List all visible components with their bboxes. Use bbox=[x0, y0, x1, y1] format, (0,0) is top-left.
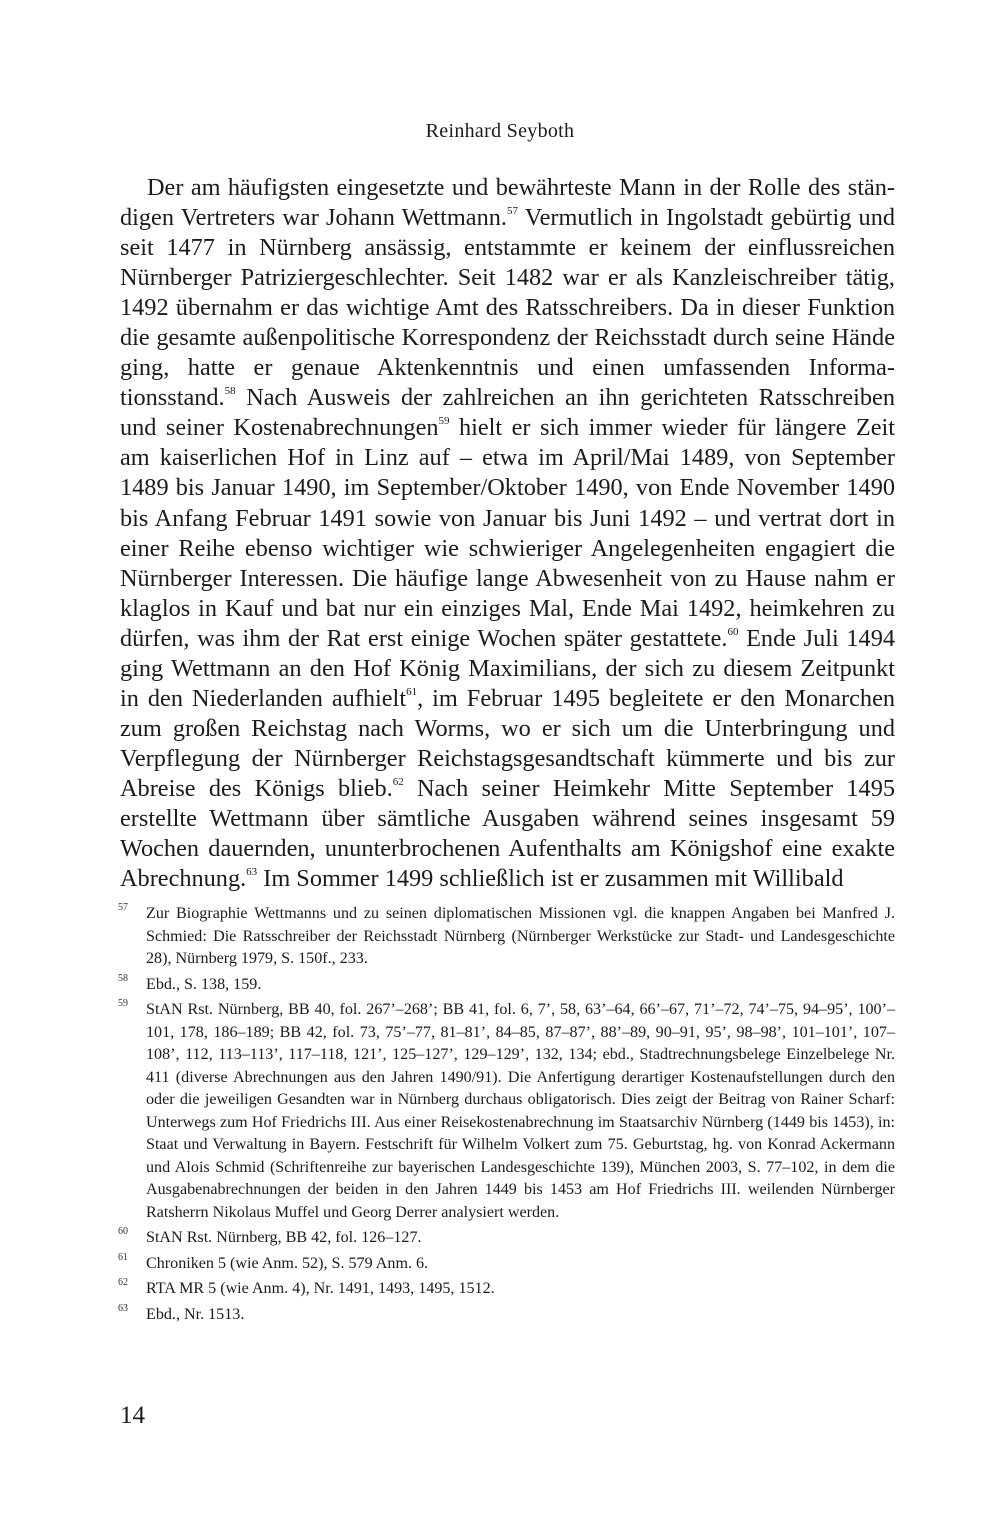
footnote-text: StAN Rst. Nürnberg, BB 40, fol. 267’–268’; BB 41, fol. 6, 7’, 58, 63’–64, 66’–67, 71’–72, 74’–75, 94–95’, 100’–101, 178, 186–189; BB 42, fol. 73, 75’–77, 81–81’, 84–85, 87–87’, 88’–89, 90–91, 95’, 98–98’, 101–101’, 107–108’, 112, 113–113’, 117–118, 121’, 125–127’, 129–129’, 132, 134; ebd., Stadtrechnungsbelege Einzelbelege Nr. 411 (diverse Abrechnungen aus den Jahren 1490/91). Die Anfertigung derartiger Kostenaufstellungen durch den oder die jeweiligen Gesandten war in Nürnberg durchaus obligatorisch. Dies zeigt der Beitrag von Rainer Scharf: Unterwegs zum Hof Friedrichs III. Aus einer Reisekostenabrechnung im Staatsarchiv Nürnberg (1449 bis 1453), in: Staat und Verwaltung in Bayern. Festschrift für Wilhelm Volkert zum 75. Geburtstag, hg. von Konrad Ackermann und Alois Schmid (Schriftenreihe zur bayerischen Landesgeschichte 139), München 2003, S. 77–102, in dem die Ausgabenabrechnungen der beiden in den Jahren 1449 bis 1453 am Hof Friedrichs III. weilenden Nürnberger Ratsherrn Nikolaus Muffel und Georg Derrer analysiert werden. bbox=[146, 1001, 895, 1221]
footnote bbox=[120, 903, 895, 971]
footnote-number: 63 bbox=[118, 1302, 128, 1314]
page-number: 14 bbox=[120, 1402, 145, 1429]
body-text-segment: Der am häufigsten eingesetzte und bewährteste Mann in der Rolle des ständigen Vertreters war Johann Wettmann. bbox=[120, 174, 895, 232]
body-text-segment: Vermutlich in Ingolstadt gebürtig und seit 1477 in Nürnberg ansässig, entstammte er keinem der einflussreichen Nürnberger Patriziergeschlechter. Seit 1482 war er als Kanzleischreiber tätig, 1492 übernahm er das wichtige Amt des Ratsschreibers. Da in dieser Funktion die gesamte außenpolitische Korrespondenz der Reichsstadt durch seine Hände ging, hatte er genaue Aktenkenntnis und einen umfassenden Informationsstand. bbox=[120, 204, 895, 412]
body-text-segment: Im Sommer 1499 schließlich ist er zusammen mit Willibald bbox=[257, 865, 844, 893]
footnote-text: Chroniken 5 (wie Anm. 52), S. 579 Anm. 6. bbox=[146, 1254, 429, 1272]
footnote-ref-59: 59 bbox=[438, 415, 450, 428]
footnote bbox=[120, 974, 895, 997]
footnote-text: Ebd., S. 138, 159. bbox=[146, 975, 262, 993]
body-text-segment: Ende Juli 1494 ging Wettmann an den Hof König Maximilians, der sich zu diesem Zeitpunkt in den Niederlanden aufhielt bbox=[120, 624, 895, 712]
footnote bbox=[120, 1304, 895, 1327]
running-head: Reinhard Seyboth bbox=[425, 120, 575, 142]
footnote-number: 57 bbox=[118, 902, 128, 913]
footnote-text: Zur Biographie Wettmanns und zu seinen diplomatischen Missionen vgl. die knappen Angaben bei Manfred J. Schmied: Die Ratsschreiber der Reichsstadt Nürnberg (Nürnberger Werkstücke zur Stadt- und Landesgeschichte 28), Nürnberg 1979, S. 150f., 233. bbox=[146, 905, 895, 967]
body-text-segment: , im Februar 1495 begleitete er den Monarchen zum großen Reichstag nach Worms, wo er sich um die Unterbringung und Verpflegung der Nürnberger Reichstagsgesandtschaft kümmerte und bis zur Abreise des Königs blieb. bbox=[120, 684, 896, 802]
footnote bbox=[120, 999, 895, 1224]
footnote-number: 59 bbox=[118, 998, 128, 1009]
footnote-text: Ebd., Nr. 1513. bbox=[146, 1305, 245, 1323]
body-text-segment: Nach Ausweis der zahlreichen an ihn gerichteten Ratsschreiben und seiner Kostenabrechnungen bbox=[120, 384, 895, 442]
footnote-ref-63: 63 bbox=[246, 866, 258, 879]
body-text-segment: hielt er sich immer wieder für längere Zeit am kaiserlichen Hof in Linz auf – etwa im April/Mai 1489, von September 1489 bis Januar 1490, im September/Oktober 1490, von Ende November 1490 bis Anfang Februar 1491 sowie von Januar bis Juni 1492 – und vertrat dort in einer Reihe ebenso wichtiger wie schwieriger Angelegenheiten engagiert die Nürnberger Interessen. Die häufige lange Abwesenheit von zu Hause nahm er klaglos in Kauf und bat nur ein einziges Mal, Ende Mai 1492, heimkehren zu dürfen, was ihm der Rat erst einige Wochen später gestattete. bbox=[120, 414, 895, 652]
body-paragraph bbox=[120, 173, 895, 894]
footnotes bbox=[120, 903, 895, 1329]
footnote-ref-57: 57 bbox=[506, 205, 518, 218]
footnote-number: 61 bbox=[118, 1251, 128, 1263]
body-text-segment: Nach seiner Heimkehr Mitte September 1495 erstellte Wettmann über sämtliche Ausgaben während seines insgesamt 59 Wochen dauernden, ununterbrochenen Aufenthalts am Königshof eine exakte Abrechnung. bbox=[120, 774, 895, 893]
footnote-ref-61: 61 bbox=[406, 685, 418, 698]
footnote-text: StAN Rst. Nürnberg, BB 42, fol. 126–127. bbox=[146, 1229, 422, 1246]
footnote-text: RTA MR 5 (wie Anm. 4), Nr. 1491, 1493, 1495, 1512. bbox=[146, 1280, 495, 1297]
footnote bbox=[120, 1227, 895, 1250]
footnote-number: 60 bbox=[118, 1226, 128, 1237]
footnote-ref-58: 58 bbox=[224, 385, 236, 398]
footnote-ref-60: 60 bbox=[727, 625, 739, 638]
footnote bbox=[120, 1278, 895, 1301]
footnote-number: 62 bbox=[118, 1277, 128, 1288]
footnote bbox=[120, 1253, 895, 1276]
footnote-number: 58 bbox=[118, 972, 128, 984]
footnote-ref-62: 62 bbox=[392, 775, 404, 788]
